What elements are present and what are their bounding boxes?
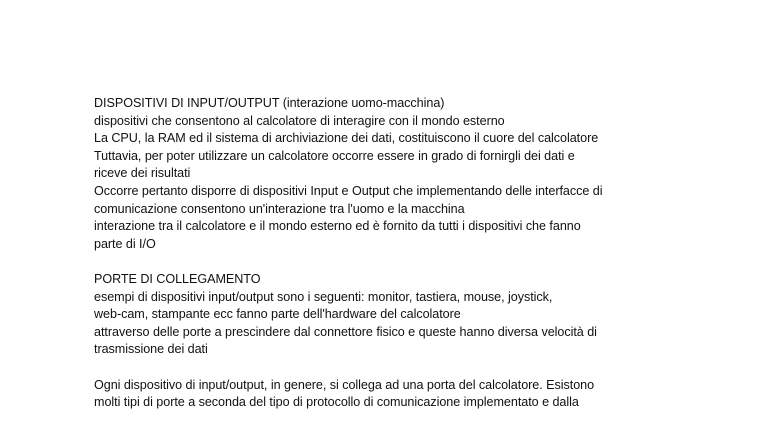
text-line: attraverso delle porte a prescindere dal connettore fisico e queste hanno diversa velocità di (94, 324, 597, 339)
text-line: trasmissione dei dati (94, 342, 208, 357)
paragraph-gap (94, 359, 694, 377)
text-line: Occorre pertanto disporre di dispositivi Input e Output che implementando delle interfacce di (94, 183, 603, 198)
text-line: comunicazione consentono un'interazione tra l'uomo e la macchina (94, 201, 465, 216)
section-title-porte: PORTE DI COLLEGAMENTO (94, 271, 261, 286)
document-body (94, 95, 694, 412)
paragraph-gap (94, 253, 694, 271)
text-line: esempi di dispositivi input/output sono i seguenti: monitor, tastiera, mouse, joystick, (94, 289, 553, 304)
text-line: interazione tra il calcolatore e il mondo esterno ed è fornito da tutti i dispositivi che fanno (94, 219, 581, 234)
text-line: parte di I/O (94, 236, 156, 251)
text-line: molti tipi di porte a seconda del tipo di protocollo di comunicazione implementato e dalla (94, 395, 579, 410)
text-line: Tuttavia, per poter utilizzare un calcolatore occorre essere in grado di fornirgli dei dati e (94, 148, 575, 163)
text-line: Ogni dispositivo di input/output, in genere, si collega ad una porta del calcolatore. Esistono (94, 377, 595, 392)
text-line: La CPU, la RAM ed il sistema di archiviazione dei dati, costituiscono il cuore del calcolatore (94, 131, 599, 146)
text-line: dispositivi che consentono al calcolatore di interagire con il mondo esterno (94, 113, 505, 128)
text-line: riceve dei risultati (94, 166, 191, 181)
section-title-input-output: DISPOSITIVI DI INPUT/OUTPUT (interazione uomo-macchina) (94, 96, 445, 110)
text-line: web-cam, stampante ecc fanno parte dell'hardware del calcolatore (94, 307, 461, 322)
